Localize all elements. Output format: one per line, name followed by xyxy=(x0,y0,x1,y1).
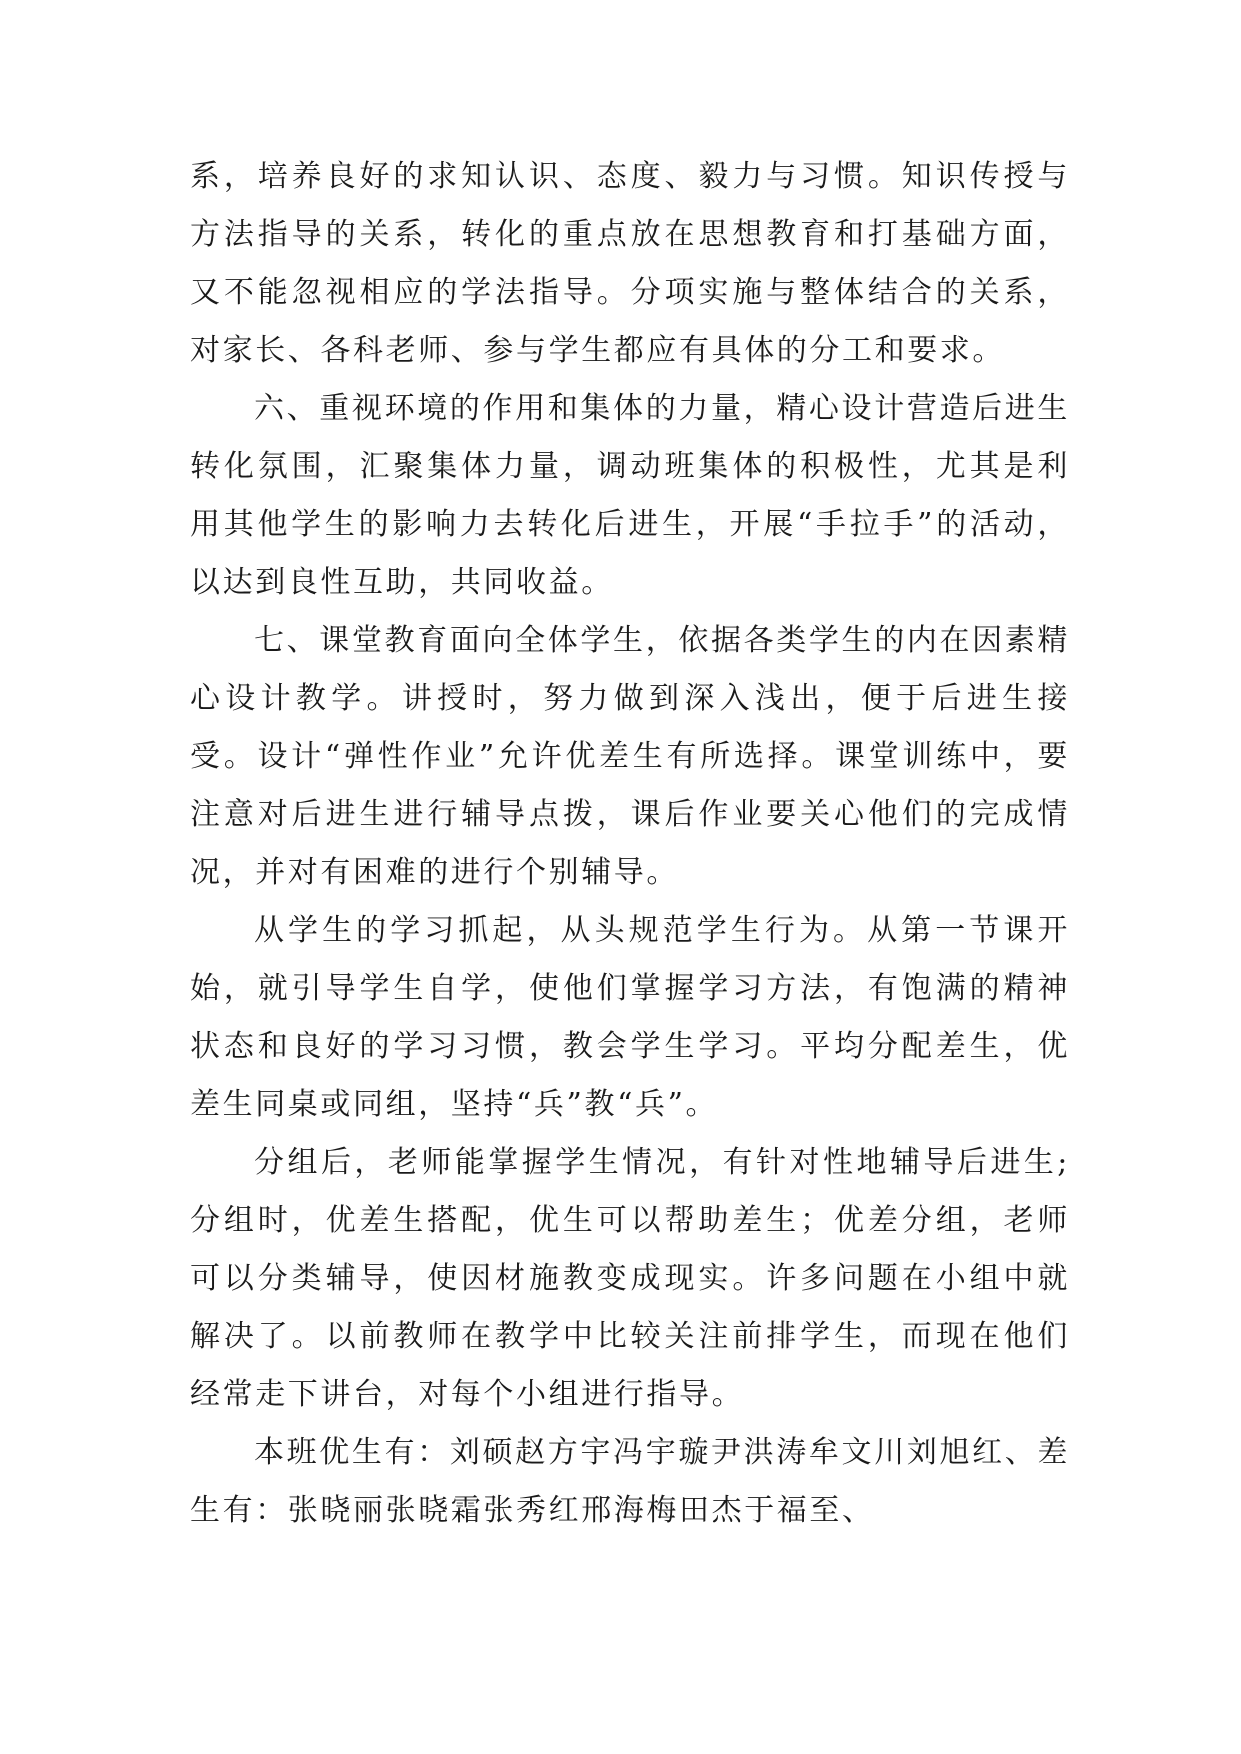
paragraph-seven-classroom: 七、课堂教育面向全体学生，依据各类学生的内在因素精心设计教学。讲授时，努力做到深入浅出，便于后进生接受。设计“弹性作业”允许优差生有所选择。课堂训练中，要注意对后进生进行辅导点拨，课后作业要关心他们的完成情况，并对有困难的进行个别辅导。 xyxy=(190,623,1070,890)
document-page xyxy=(190,148,1070,1540)
paragraph-study-habits: 从学生的学习抓起，从头规范学生行为。从第一节课开始，就引导学生自学，使他们掌握学习方法，有饱满的精神状态和良好的学习习惯，教会学生学习。平均分配差生，优差生同桌或同组，坚持“兵”教“兵”。 xyxy=(190,913,1070,1122)
paragraph-continuation: 系，培养良好的求知认识、态度、毅力与习惯。知识传授与方法指导的关系，转化的重点放在思想教育和打基础方面，又不能忽视相应的学法指导。分项实施与整体结合的关系，对家长、各科老师、参与学生都应有具体的分工和要求。 xyxy=(190,159,1070,368)
paragraph-student-lists: 本班优生有：刘硕赵方宇冯宇璇尹洪涛牟文川刘旭红、差生有：张晓丽张晓霜张秀红邢海梅田杰于福至、 xyxy=(190,1435,1070,1528)
paragraph-grouping: 分组后，老师能掌握学生情况，有针对性地辅导后进生;分组时，优差生搭配，优生可以帮助差生；优差分组，老师可以分类辅导，使因材施教变成现实。许多问题在小组中就解决了。以前教师在教学中比较关注前排学生，而现在他们经常走下讲台，对每个小组进行指导。 xyxy=(190,1145,1070,1412)
paragraph-six-environment: 六、重视环境的作用和集体的力量，精心设计营造后进生转化氛围，汇聚集体力量，调动班集体的积极性，尤其是利用其他学生的影响力去转化后进生，开展“手拉手”的活动，以达到良性互助，共同收益。 xyxy=(190,391,1070,600)
